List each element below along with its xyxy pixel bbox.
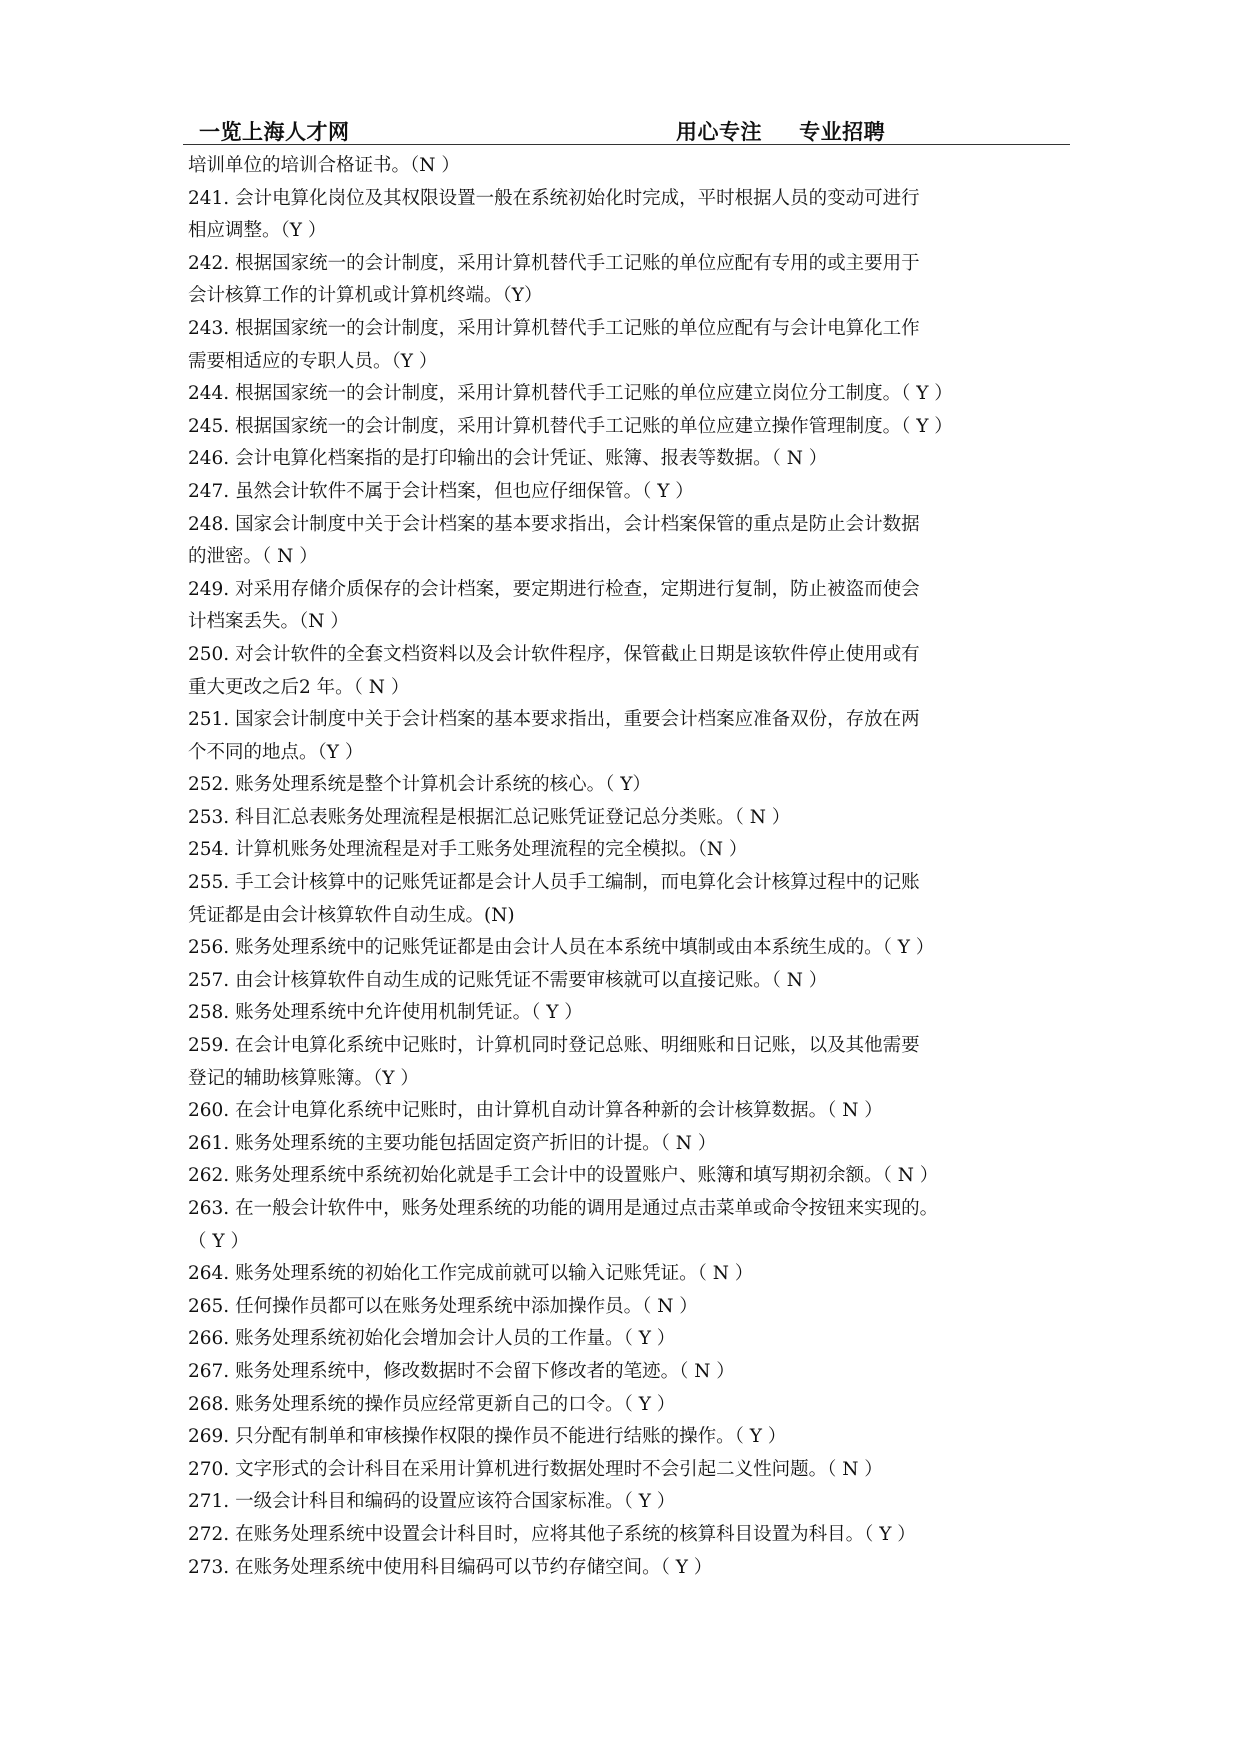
- text-line: 271. 一级会计科目和编码的设置应该符合国家标准。（ Y ）: [188, 1491, 676, 1513]
- text-line: 253. 科目汇总表账务处理流程是根据汇总记账凭证登记总分类账。（ N ）: [188, 806, 791, 828]
- text-line: 272. 在账务处理系统中设置会计科目时，应将其他子系统的核算科目设置为科目。（ Y ）: [188, 1523, 916, 1545]
- text-line: 249. 对采用存储介质保存的会计档案，要定期进行检查，定期进行复制，防止被盗而使会: [188, 578, 920, 600]
- text-line: 需要相适应的专职人员。（Y ）: [188, 350, 438, 372]
- text-line: 262. 账务处理系统中系统初始化就是手工会计中的设置账户、账簿和填写期初余额。（ N ）: [188, 1165, 939, 1187]
- text-line: 269. 只分配有制单和审核操作权限的操作员不能进行结账的操作。（ Y ）: [188, 1426, 787, 1448]
- text-line: 268. 账务处理系统的操作员应经常更新自己的口令。（ Y ）: [188, 1393, 676, 1415]
- text-line: 267. 账务处理系统中，修改数据时不会留下修改者的笔迹。（ N ）: [188, 1360, 735, 1382]
- text-line: 273. 在账务处理系统中使用科目编码可以节约存储空间。（ Y ）: [188, 1556, 713, 1578]
- text-line: 263. 在一般会计软件中，账务处理系统的功能的调用是通过点击菜单或命令按钮来实现的。: [188, 1198, 939, 1219]
- text-line: 270. 文字形式的会计科目在采用计算机进行数据处理时不会引起二义性问题。（ N ）: [188, 1458, 883, 1480]
- site-name: 一览上海人才网: [199, 120, 350, 144]
- text-line: 个不同的地点。（Y ）: [188, 741, 364, 763]
- text-line: 会计核算工作的计算机或计算机终端。（Y）: [188, 285, 543, 307]
- text-line: 255. 手工会计核算中的记账凭证都是会计人员手工编制，而电算化会计核算过程中的记账: [188, 872, 920, 894]
- text-line: 261. 账务处理系统的主要功能包括固定资产折旧的计提。（ N ）: [188, 1132, 717, 1154]
- text-line: 重大更改之后2 年。（ N ）: [188, 676, 410, 698]
- text-line: 256. 账务处理系统中的记账凭证都是由会计人员在本系统中填制或由本系统生成的。（ Y ）: [188, 937, 935, 959]
- text-line: 260. 在会计电算化系统中记账时，由计算机自动计算各种新的会计核算数据。（ N ）: [188, 1100, 883, 1122]
- text-line: 244. 根据国家统一的会计制度，采用计算机替代手工记账的单位应建立岗位分工制度。（ Y ）: [188, 383, 953, 405]
- header-slogan: 用心专注 专业招聘: [676, 120, 886, 144]
- text-line: 266. 账务处理系统初始化会增加会计人员的工作量。（ Y ）: [188, 1328, 676, 1350]
- text-line: 241. 会计电算化岗位及其权限设置一般在系统初始化时完成，平时根据人员的变动可进行: [188, 187, 920, 209]
- text-line: 250. 对会计软件的全套文档资料以及会计软件程序，保管截止日期是该软件停止使用或有: [188, 643, 920, 665]
- text-line: 258. 账务处理系统中允许使用机制凭证。（ Y ）: [188, 1002, 583, 1024]
- text-line: 246. 会计电算化档案指的是打印输出的会计凭证、账簿、报表等数据。（ N ）: [188, 448, 828, 470]
- text-line: （ Y ）: [188, 1230, 249, 1252]
- text-line: 的泄密。（ N ）: [188, 546, 318, 568]
- text-line: 248. 国家会计制度中关于会计档案的基本要求指出，会计档案保管的重点是防止会计数据: [188, 513, 920, 535]
- text-line: 凭证都是由会计核算软件自动生成。(N): [188, 904, 515, 926]
- page-header: [183, 114, 1070, 145]
- text-line: 相应调整。（Y ）: [188, 220, 327, 242]
- text-line: 247. 虽然会计软件不属于会计档案，但也应仔细保管。（ Y ）: [188, 480, 694, 502]
- text-line: 254. 计算机账务处理流程是对手工账务处理流程的完全模拟。（N ）: [188, 839, 748, 861]
- text-line: 252. 账务处理系统是整个计算机会计系统的核心。（ Y）: [188, 774, 651, 796]
- text-line: 257. 由会计核算软件自动生成的记账凭证不需要审核就可以直接记账。（ N ）: [188, 969, 828, 991]
- text-line: 251. 国家会计制度中关于会计档案的基本要求指出，重要会计档案应准备双份，存放在两: [188, 709, 920, 731]
- text-line: 培训单位的培训合格证书。（N ）: [188, 155, 460, 176]
- text-line: 243. 根据国家统一的会计制度，采用计算机替代手工记账的单位应配有与会计电算化工作: [188, 317, 920, 339]
- text-line: 245. 根据国家统一的会计制度，采用计算机替代手工记账的单位应建立操作管理制度。（ Y ）: [188, 415, 953, 437]
- text-line: 登记的辅助核算账簿。（Y ）: [188, 1067, 419, 1089]
- text-line: 计档案丢失。（N ）: [188, 611, 349, 633]
- text-line: 264. 账务处理系统的初始化工作完成前就可以输入记账凭证。（ N ）: [188, 1263, 754, 1285]
- text-line: 265. 任何操作员都可以在账务处理系统中添加操作员。（ N ）: [188, 1295, 698, 1317]
- text-line: 259. 在会计电算化系统中记账时，计算机同时登记总账、明细账和日记账，以及其他需要: [188, 1035, 920, 1057]
- question-list: [188, 150, 1078, 1584]
- text-line: 242. 根据国家统一的会计制度，采用计算机替代手工记账的单位应配有专用的或主要用于: [188, 252, 920, 274]
